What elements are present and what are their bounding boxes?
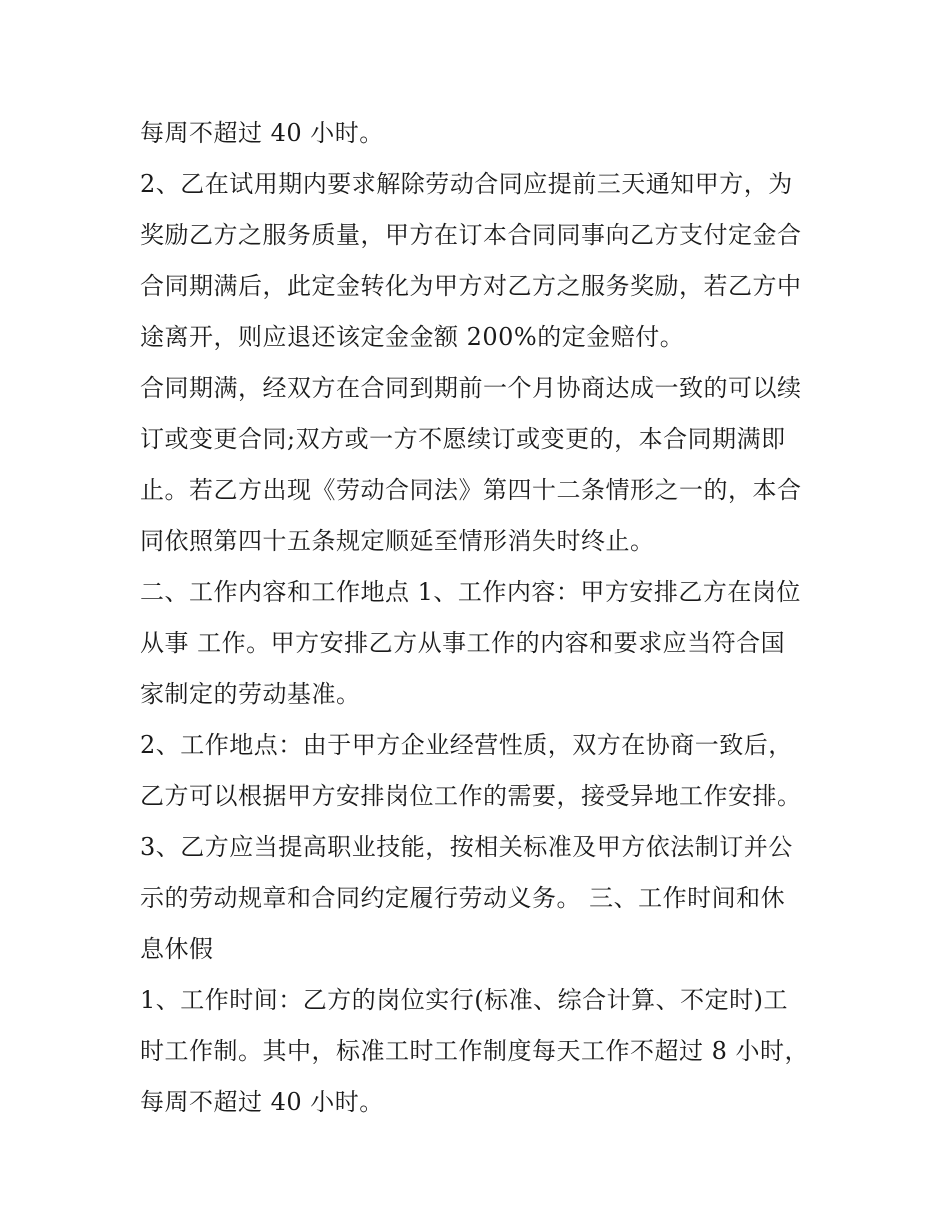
text-line: 示的劳动规章和合同约定履行劳动义务。 三、工作时间和休 (140, 884, 786, 912)
text-line: 3、乙方应当提高职业技能，按相关标准及甲方依法制订并公 (140, 833, 793, 861)
text-line: 从事 工作。甲方安排乙方从事工作的内容和要求应当符合国 (140, 629, 786, 657)
text-line: 2、工作地点：由于甲方企业经营性质，双方在协商一致后， (140, 731, 793, 759)
text-line: 息休假 (140, 935, 214, 963)
text-line: 二、工作内容和工作地点 1、工作内容：甲方安排乙方在岗位 (140, 578, 801, 606)
text-line: 止。若乙方出现《劳动合同法》第四十二条情形之一的，本合 (140, 476, 802, 504)
text-line: 每周不超过 40 小时。 (140, 1088, 384, 1116)
text-line: 合同期满，经双方在合同到期前一个月协商达成一致的可以续 (140, 374, 802, 402)
text-line: 每周不超过 40 小时。 (140, 119, 384, 147)
text-line: 同依照第四十五条规定顺延至情形消失时终止。 (140, 527, 655, 555)
text-line: 1、工作时间：乙方的岗位实行(标准、综合计算、不定时)工 (140, 986, 788, 1014)
text-line: 时工作制。其中，标准工时工作制度每天工作不超过 8 小时， (140, 1037, 810, 1065)
document-body (140, 108, 820, 1128)
text-line: 乙方可以根据甲方安排岗位工作的需要，接受异地工作安排。 (140, 782, 802, 810)
text-line: 订或变更合同;双方或一方不愿续订或变更的，本合同期满即 (140, 425, 786, 453)
text-line: 2、乙在试用期内要求解除劳动合同应提前三天通知甲方，为 (140, 170, 793, 198)
text-line: 奖励乙方之服务质量，甲方在订本合同同事向乙方支付定金合 (140, 221, 802, 249)
text-line: 途离开，则应退还该定金金额 200%的定金赔付。 (140, 323, 685, 351)
text-line: 合同期满后，此定金转化为甲方对乙方之服务奖励，若乙方中 (140, 272, 802, 300)
text-line: 家制定的劳动基准。 (140, 680, 361, 708)
